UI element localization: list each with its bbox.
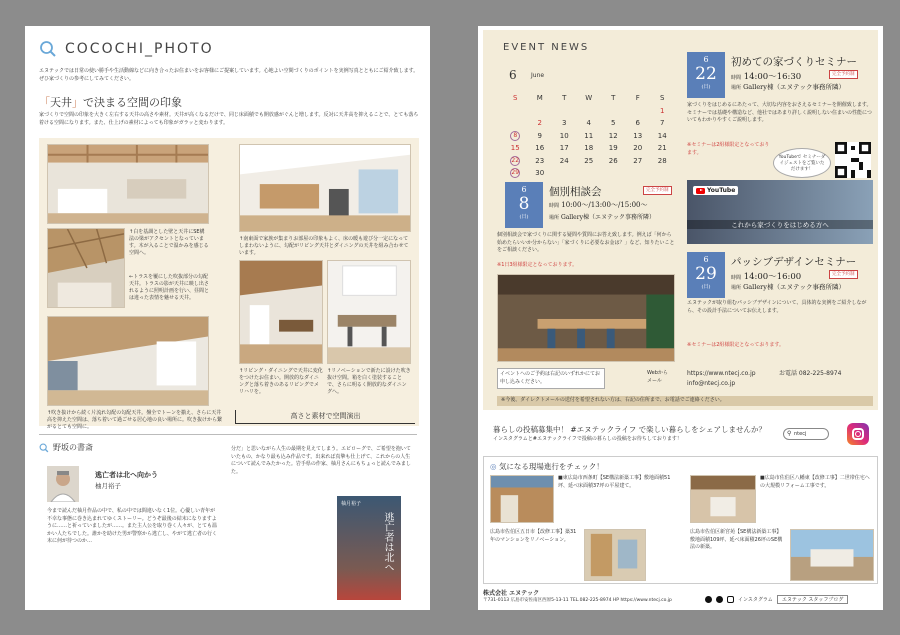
- contact-mail[interactable]: メール: [647, 378, 662, 384]
- facebook-icon[interactable]: [705, 596, 712, 603]
- section-heading: 「天井」で決まる空間の印象: [39, 96, 182, 109]
- sem2-desc: 個別相談会で家づくりに関する疑問や質問にお答え致します。例えば「何から始めたらいいか分からない」「家づくりに必要なお金は？」など、知りたいことをご相談ください。: [497, 232, 675, 253]
- book-text-1: 今まで読んだ柚月作品の中で、私の中では間違いなく1位。心優しい青年が不幸な事態に巻き込まれてゆくストーリー。どうぞ最後の結末になりますように……と祈っていましたが……。また主人公を取り巻く人々が、とても温かい人たちでした。誰かを助けた男が警察から逃亡し、やがて逃亡者の行く末に何が待つのか…: [47, 508, 218, 544]
- sem2-place: Gallery棟（エヌテック事務所隣）: [560, 214, 655, 221]
- sns-title: 暮らしの投稿募集中！ #エヌテックライフ で楽しい暮らしをシェアしませんか？: [493, 425, 766, 434]
- contact-email[interactable]: info@ntecj.co.jp: [687, 380, 736, 387]
- sns-sub: インスタグラムと#エヌテックライフで投稿の暮らしの投稿をお待ちしております！: [493, 436, 682, 442]
- sem3-desc: エヌテックが取り組むパッシブデザインについて、具体的な実例をご紹介しながら、その設計手法についてお伝えします。: [687, 300, 867, 314]
- instagram-small-icon[interactable]: [727, 596, 734, 603]
- sem1-tag: 完全予約制: [829, 70, 858, 79]
- caption-5: ↑リノベーションで新たに設けた吹き抜け空間。箱を白く塗装することで、さらに明るく開放的なダイニングへ。: [327, 368, 411, 395]
- genba-box: [483, 456, 878, 584]
- photo-4: [239, 144, 411, 232]
- genba-title: ◎ 気になる現場進行をチェック！: [490, 462, 604, 471]
- caption-2: ←トラスを覆にした吹抜部分の勾配天井。トラスの影が天井に映し出されるように照明計画を行い、昼間とは違った表情を魅せる天井。: [129, 274, 210, 301]
- genba-photo-2: [690, 475, 756, 523]
- footer-sns: インスタグラム エヌテック スタッフブログ: [705, 595, 848, 604]
- right-page: [478, 26, 883, 610]
- genba-item-4: 広島市佐伯区新宮苑【SE構法新築工事】敷地面積109坪、延べ床面積26坪のSE構法の新築。: [690, 529, 783, 550]
- pinterest-icon[interactable]: [716, 596, 723, 603]
- genba-item-1: ■東広島市西条町【SE構法新築工事】敷地面積51坪、延べ床面積37坪の平屋建て。: [558, 475, 671, 489]
- youtube-bubble: YouTubeで セミナーダイジェストをご覧いただけます！: [773, 148, 831, 178]
- note-bar: ※今後、ダイレクトメールの送付を希望されない方は、右記の住所まで、お電話でご連絡ください。: [497, 396, 873, 406]
- blog-search[interactable]: エヌテック スタッフブログ: [777, 595, 849, 604]
- event-title: EVENT NEWS: [503, 42, 590, 53]
- genba-item-2: ■広島市佐伯区八幡東【改修工事】二世帯住宅への大規模リフォーム工事です。: [760, 475, 870, 489]
- avatar: [47, 466, 79, 502]
- photo-1: [47, 144, 209, 224]
- sns-search[interactable]: ⚲ ntecj: [783, 428, 829, 440]
- photo-2: [47, 228, 125, 308]
- photo-5: [239, 260, 323, 364]
- cocochi-photo-title: [39, 40, 214, 58]
- cal-month-name: June: [531, 72, 545, 79]
- sem2-title: 個別相談会: [549, 186, 602, 198]
- book-author: 柚月裕子: [95, 482, 121, 490]
- sem1-date-badge: 6 22 (日): [687, 52, 725, 98]
- sem1-time: 14:00～16:30: [743, 72, 802, 82]
- sem3-date-badge: 6 29 (日): [687, 252, 725, 298]
- sem2-tag: 完全予約制: [643, 186, 672, 195]
- search-icon: [39, 443, 49, 453]
- left-page: [25, 26, 430, 610]
- sem3-time: 14:00～16:00: [743, 272, 802, 282]
- caption-4: ↑リビング・ダイニングで天井に変化をつけたお住まい。開放的なダイニングと落ち着きのあるリビングでメリハリを。: [239, 368, 323, 395]
- circle-icon: ◎: [490, 462, 497, 471]
- qr-code[interactable]: [835, 142, 871, 178]
- contact-url[interactable]: https://www.ntecj.co.jp: [687, 370, 756, 377]
- search-icon: [39, 40, 57, 58]
- calendar: S M T W T F S 1 2 3 4 5 6 7 8 9 10 11 12 13 14 15 16 17 18 19 20 21 22 23 24 25 26 27 28 29 30: [510, 94, 667, 178]
- book-text-2: 分だ」と思いながら人生の最期を見えてしまう。エピローグで、ご希望を抱いていたもの、かなり最も込み作品です。出来れば真摯も仕上げて、これからの人生について読んでみたかった。岩手県の作家、柚月さんにもちょっと読んでみました。: [231, 446, 411, 475]
- company-address: 〒731-0113 広島市安佐南区西原5-13-11 TEL.082-225-8974 HP https://www.ntecj.co.jp: [483, 598, 672, 603]
- photo-3: [47, 316, 209, 406]
- caption-1: ↑白を基調とした壁と天井にSE構法の梁がアクセントとなっています。木が入ることで温かみを感じる空間へ。: [129, 229, 209, 256]
- genba-photo-4: [790, 529, 874, 581]
- intro-text: エヌテックでは日常の使い勝手や生活動線などに向き合ったお住まいをお客様にご提案しています。心地よい空間づくりのポイントを実例写真とともにご紹介致します。ぜひ家づくりの参考にしてみてください。: [39, 68, 419, 82]
- event-contact: イベントへのご予約は右記のいずれかにてお申し込みください。: [497, 368, 605, 389]
- photo-6: [327, 260, 411, 364]
- youtube-banner[interactable]: YouTube これから家づくりをはじめる方へ: [687, 180, 873, 244]
- search-icon: ⚲: [787, 430, 792, 437]
- sem1-place: Gallery棟（エヌテック事務所隣）: [743, 83, 845, 91]
- sem1-note: ※セミナーは2組様限定となっております。: [687, 142, 770, 156]
- genba-photo-3: [584, 529, 646, 581]
- contact-tel: お電話 082-225-8974: [779, 370, 842, 377]
- sns-band: [483, 422, 878, 454]
- divider: [39, 434, 417, 435]
- contact-web[interactable]: Webから: [647, 370, 668, 376]
- page-title: COCOCHI_PHOTO: [65, 41, 214, 57]
- section-text: 家づくりで空間の印象を大きく左右する天井の高さや素材。天井が高くなるだけで、同じ床面積でも開放感がぐんと増します。反対に天井高を抑えることで、とても落ち着ける空間になります。また、仕上げの素材によっても印象がガラッと変わります。: [39, 112, 419, 126]
- sem3-tag: 完全予約制: [829, 270, 858, 279]
- caption-3: ↑南東面で家族が集まりお部屋の印象もよく、床の暖も遊び分一定になってしまわないように、勾配がリビング天井とダイニングの天井を組み合わせています。: [239, 236, 409, 256]
- sem1-title: 初めての家づくりセミナー: [731, 56, 857, 68]
- instagram-icon[interactable]: [847, 423, 869, 445]
- sem1-desc: 家づくりをはじめるにあたって、大切な内容をおさえるセミナーを開催致します。セミナーでは基礎や構造など、他社ではあまり詳しく説明しない住まいの性能についてもわかりやすくご説明します。: [687, 102, 872, 123]
- photo-label: 高さと素材で空間演出: [235, 410, 415, 424]
- sem3-title: パッシブデザインセミナー: [731, 256, 857, 268]
- books-heading: 野坂の書斎: [39, 442, 93, 453]
- sem2-time: 10:00～/13:00～/15:00～: [561, 201, 648, 209]
- caption-6: ↑吹き抜けから続く片流れ勾配の勾配天井。盤全でトーンを揃え、さらに天井高を抑えた空間は、落ち着いて過ごせる居心地の良い場所に。吹き抜けから繋がるとても空間に。: [47, 410, 223, 430]
- genba-item-3: 広島市佐伯区五日市【改修工事】築31年のマンションをリノベーション。: [490, 529, 577, 543]
- book-title: 逃亡者は北へ向かう: [95, 470, 158, 479]
- book-cover: 逃亡者は北へ 柚月裕子: [337, 496, 401, 600]
- company-name: 株式会社 エヌテック: [483, 590, 540, 597]
- genba-photo-1: [490, 475, 554, 523]
- cal-month-num: 6: [509, 68, 517, 82]
- youtube-play-icon: [696, 188, 705, 194]
- sem3-note: ※セミナーは2組様限定となっております。: [687, 342, 784, 348]
- sem2-photo: [497, 274, 675, 362]
- sem2-date-badge: 6 8 (日): [505, 182, 543, 228]
- event-news-box: EVENT NEWS 6 June S M T W T F S 1 2 3 4 5 6 7 8 9 10 11 12 13 14 15 16 17 18 19 20 21 22 23 24 25 26 27 28 29 30 6 22 (日) 初めての家づくりセミナー 完全予約制 時間 14:00～16:30 場所 Gallery棟（エヌテック事務所隣） 家づくりをはじめるにあたって、大切な内容をおさえるセミナーを開催致します。セミナーでは基礎や構造など、他社ではあまり詳しく説明しない住まいの性能についてもわかりやすくご説明します。 ※セミナーは2組様限定となっております。 YouTubeで セミナーダイジェストをご覧いただけます！ 6 8 (日) 個別相談会 完全予約制 時間 10:00～/13:00～/15:00～ 場所 Gallery棟（エヌテック事務所隣） 個別相談会で家づくりに関する疑問や質問にお答え致します。例えば「何から始めたらいいか分からない」「家づくりに必要なお金は？」など、知りたいことをご相談ください。 ※1日3組様限定となっております。 YouTube これから家づくりをはじめる方へ 6 29 (日) パッシブデザインセミナー 完全予約制 時間 14:00～16:00 場所 Gallery棟（エヌテック事務所隣） エヌテックが取り組むパッシブデザインについて、具体的な実例をご紹介しながら、その設計手法についてお伝えします。 ※セミナーは2組様限定となっております。 イベントへのご予約は右記のいずれかにてお申し込みください。 Webから メール https://www.ntecj.co.jp お電話 082-225-8974 info@ntecj.co.jp ※今後、ダイレクトメールの送付を希望されない方は、右記の住所まで、お電話でご連絡ください。: [483, 30, 878, 410]
- sem3-place: Gallery棟（エヌテック事務所隣）: [743, 283, 845, 291]
- sem2-note: ※1日3組様限定となっております。: [497, 262, 578, 268]
